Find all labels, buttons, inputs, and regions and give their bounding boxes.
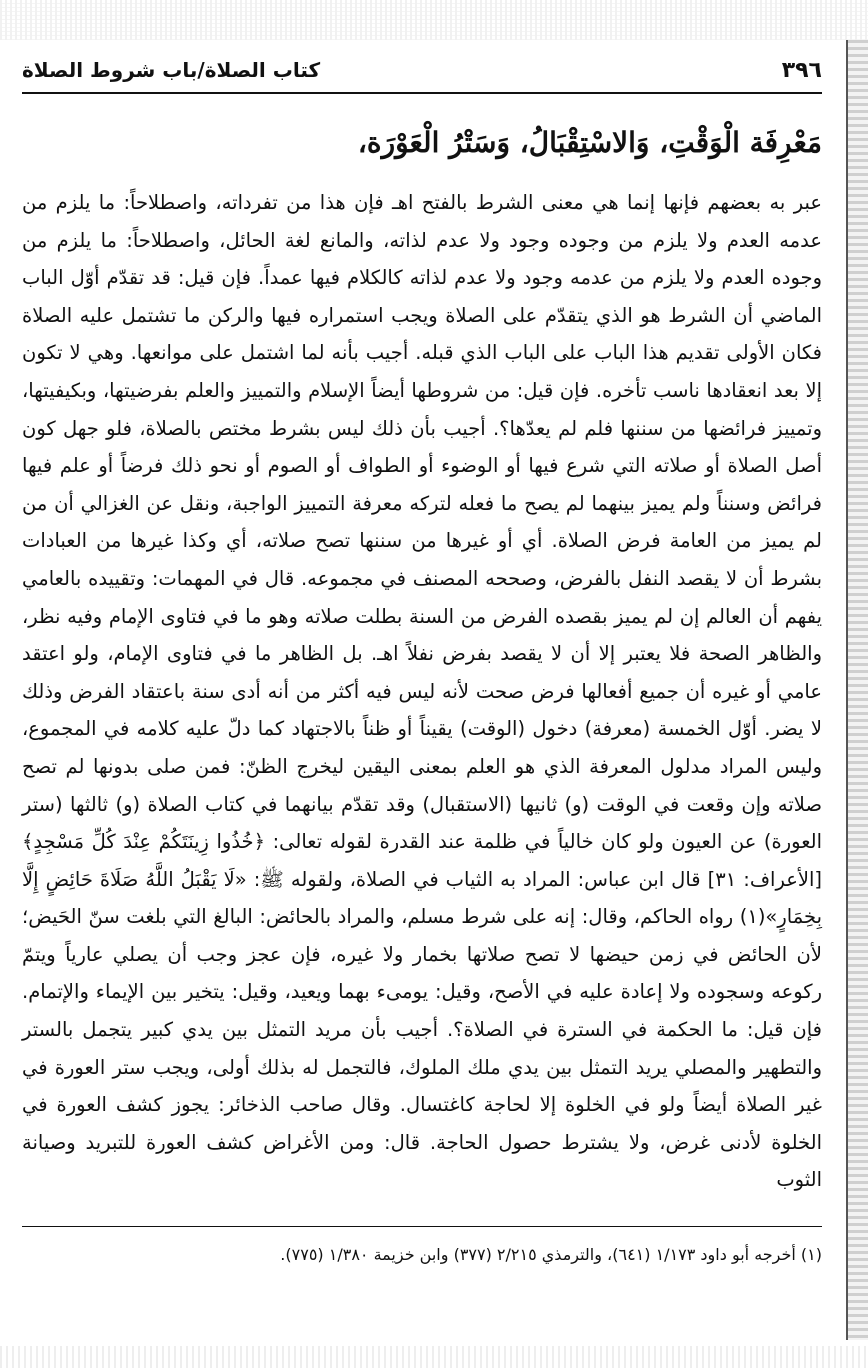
commentary-text: عبر به بعضهم فإنها إنما هي معنى الشرط بالفتح اهـ فإن هذا من تفرداته، واصطلاحاً: ما يلزم من عدمه العدم ولا يلزم من وجوده وجود ولا عدم لذاته، والمانع لغة الحائل، واصطلاحاً: ما يلزم من وجوده العدم ولا يلزم من عدمه وجود ولا عدم لذاته كالكلام فيها عمداً. فإن قيل: قد تقدّم أوّل الباب الماضي أن الشرط هو الذي يتقدّم على الصلاة ويجب استمراره فيها والركن ما تشتمل عليه الصلاة فكان الأولى تقديم هذا الباب على الباب الذي قبله. أجيب بأنه لما اشتمل على موانعها. وهي لا تكون إلا بعد انعقادها ناسب تأخره. فإن قيل: من شروطها أيضاً الإسلام والتمييز والعلم بفرضيتها، وبكيفيتها، وتمييز فرائضها من سننها فلم لم يعدّها؟. أجيب بأن ذلك ليس بشرط مختص بالصلاة، فلو جهل كون أصل الصلاة أو صلاته التي شرع فيها أو الوضوء أو الطواف أو الصوم أو نحو ذلك فرضاً أو علم فيها فرائض وسنناً ولم يميز بينهما لم يصح ما فعله لتركه معرفة التمييز الواجبة، ونقل عن الغزالي أن من لم يميز من العامة فرض الصلاة. أي أو غيرها من سننها تصح صلاته، أي وكذا غيرها من العبادات بشرط أن لا يقصد النفل بالفرض، وصححه المصنف في مجموعه. قال في المهمات: وتقييده بالعامي يفهم أن العالم إن لم يميز بقصده الفرض من السنة بطلت صلاته وهو ما في فتاوى الإمام وفيه نظر، والظاهر الصحة فلا يعتبر إلا أن لا يقصد بفرض نفلاً اهـ. بل الظاهر ما في فتاوى الإمام، ولو اعتقد عامي أو غيره أن جميع أفعالها فرض صحت لأنه ليس فيه أكثر من أنه أدى سنة باعتقاد الفرض وذلك لا يضر. أوّل الخمسة (معرفة) دخول (الوقت) يقيناً أو ظناً بالاجتهاد كما دلّ عليه كلامه في المجموع، وليس المراد مدلول المعرفة الذي هو العلم بمعنى اليقين ليخرج الظنّ: فمن صلى بدونها لم تصح صلاته وإن وقعت في الوقت (و) ثانيها (الاستقبال) وقد تقدّم بيانهما في كتاب الصلاة (و) ثالثها (ستر العورة) عن العيون ولو كان خالياً في ظلمة عند القدرة لقوله تعالى: ﴿خُذُوا زِينَتَكُمْ عِنْدَ كُلِّ مَسْجِدٍ﴾ [الأعراف: ٣١] قال ابن عباس: المراد به الثياب في الصلاة، ولقوله ﷺ: «لَا يَقْبَلُ اللَّهُ صَلَاةَ حَائِضٍ إِلَّا بِخِمَارٍ»(١) رواه الحاكم، وقال: إنه على شرط مسلم، والمراد بالحائض: البالغ التي بلغت سنّ الحَيض؛ لأن الحائض في زمن حيضها لا تصح صلاتها بخمار ولا غيره، فإن عجز وجب أن يصلي عارياً ويتمّ ركوعه وسجوده ولا إعادة عليه في الأصح، وقيل: يومىء بهما ويعيد، وقيل: يتخير بين الإيماء والإتمام. فإن قيل: ما الحكمة في السترة في الصلاة؟. أجيب بأن مريد التمثل بين يدي كبير يتجمل بالستر والتطهير والمصلي يريد التمثل بين يدي ملك الملوك، فالتجمل له بذلك أولى، ويجب ستر العورة في غير الصلاة أيضاً ولو في الخلوة إلا لحاجة كاغتسال. وقال صاحب الذخائر: يجوز كشف العورة في الخلوة لأدنى غرض، ولا يشترط حصول الحاجة. قال: ومن الأغراض كشف العورة للتبريد وصيانة الثوب	[22, 191, 822, 1192]
running-title: كتاب الصلاة/باب شروط الصلاة	[22, 58, 321, 82]
matn-text: مَعْرِفَة الْوَقْتِ، وَالاسْتِقْبَالُ، وَسَتْرُ الْعَوْرَة،	[357, 126, 822, 159]
scan-edge-top	[0, 0, 868, 40]
page-header	[22, 58, 822, 94]
book-spine-edge	[846, 40, 868, 1340]
footnote: (١) أخرجه أبو داود ١/١٧٣ (٦٤١)، والترمذي ٢/٢١٥ (٣٧٧) وابن خزيمة ١/٣٨٠ (٧٧٥).	[280, 1245, 822, 1264]
footnote-divider	[22, 1226, 822, 1227]
page-number: ٣٩٦	[781, 58, 822, 83]
scan-edge-bottom	[0, 1346, 868, 1368]
book-page	[22, 58, 822, 1348]
